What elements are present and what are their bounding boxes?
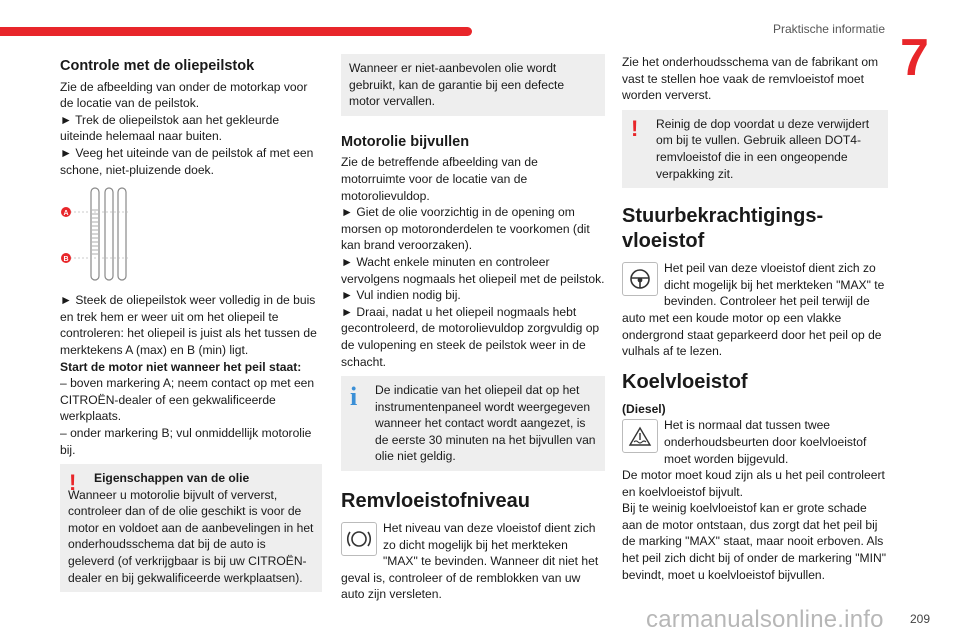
coolant-text-1: Het is normaal dat tussen twee onderhoudsbeurten door koelvloeistof moet worden bijgevuld.	[664, 418, 867, 466]
paragraph-bold: Start de motor niet wanneer het peil staat:	[60, 359, 302, 374]
column-3	[622, 54, 888, 583]
coolant-icon	[622, 419, 658, 453]
brake-fluid-icon	[341, 522, 377, 556]
column-1	[60, 54, 322, 598]
column-2	[341, 54, 605, 603]
warning-text: Reinig de dop voordat u deze verwijdert om bij te vullen. Gebruik alleen DOT4-remvloeistof die in een ongeopende verpakking zit.	[656, 116, 870, 181]
warning-exclamation-icon: !	[69, 470, 77, 496]
brake-fluid-text: Het niveau van deze vloeistof dient zich zo dicht mogelijk bij het merkteken "MAX" te bevinden. Wanneer dit niet het geval is, controleer of de remblokken van uw auto zijn versleten.	[341, 521, 599, 602]
steering-fluid-block	[622, 260, 888, 360]
heading-power-steering-fluid: Stuurbekrachtigings-vloeistof	[622, 205, 824, 253]
info-icon: i	[350, 382, 358, 412]
heading-add-oil: Motorolie bijvullen	[341, 133, 470, 150]
paragraph: ► Draai, nadat u het oliepeil nogmaals hebt gecontroleerd, de motorolievuldop zorgvuldig op de vulopening en steek de peilstok weer in de schacht.	[341, 304, 600, 369]
note-text: Wanneer er niet-aanbevolen olie wordt gebruikt, kan de garantie bij een defecte motor vervallen.	[349, 61, 565, 109]
warning-box-brake-fluid	[622, 110, 888, 188]
marker-a-label: A	[63, 210, 69, 218]
paragraph: ► Giet de olie voorzichtig in de opening om morsen op motoronderdelen te voorkomen (dit kan brand veroorzaken).	[341, 205, 590, 253]
warning-title: Eigenschappen van de olie	[94, 471, 250, 486]
note-box-warranty	[341, 54, 605, 116]
coolant-text-3: Bij te weinig koelvloeistof kan er grote schade aan de motor ontstaan, dus zorgt dat het peil bij de marking "MAX" staat, maar nooit erboven. Als het peil zich dicht bij of onder de markering "MIN" bevindt, moet u koelvloeistof bijvullen.	[622, 501, 887, 582]
paragraph: ► Veeg het uiteinde van de peilstok af met een schone, niet-pluizende doek.	[60, 145, 314, 177]
watermark: carmanualsonline.info	[646, 606, 884, 633]
steering-wheel-icon	[622, 262, 658, 296]
paragraph: Zie het onderhoudsschema van de fabrikant om vast te stellen hoe vaak de remvloeistof moet worden ververst.	[622, 55, 879, 103]
dipstick-illustration	[60, 186, 140, 286]
heading-coolant: Koelvloeistof	[622, 370, 748, 393]
coolant-block	[622, 417, 888, 467]
header-accent-bar	[0, 27, 472, 36]
steering-fluid-text: Het peil van deze vloeistof dient zich zo dicht mogelijk bij het merkteken "MAX" te bevinden. Controleer het peil terwijl de auto met een koude motor op een vlakke ondergrond staat geparkeerd door het peil op de vulhals af te lezen.	[622, 261, 885, 359]
paragraph: ► Steek de oliepeilstok weer volledig in de buis en trek hem er weer uit om het oliepeil te controleren: het oliepeil is juist als het tussen de merktekens A (max) en B (min) ligt.	[60, 293, 317, 357]
dipstick-icon	[60, 186, 140, 286]
warning-text: Wanneer u motorolie bijvult of ververst, controleer dan of de olie geschikt is voor de motor en voldoet aan de aanbevelingen in het onderhoudsschema dat bij de auto is geleverd (of verkrijgbaar is bij uw CITROËN-dealer en bij gekwalificeerde werkplaatsen).	[68, 487, 314, 585]
paragraph: ► Trek de oliepeilstok aan het gekleurde uiteinde helemaal naar buiten.	[60, 112, 280, 144]
paragraph: – onder markering B; vul onmiddellijk motorolie bij.	[60, 425, 312, 457]
info-text: De indicatie van het oliepeil dat op het instrumentenpaneel wordt weergegeven wanneer het contact wordt aangezet, is de eerste 30 minuten na het bijvullen van olie niet geldig.	[375, 383, 596, 464]
chapter-number: 7	[900, 29, 929, 87]
paragraph: Zie de afbeelding van onder de motorkap voor de locatie van de peilstok.	[60, 79, 308, 111]
warning-box-oil-properties	[60, 464, 322, 592]
heading-brake-fluid: Remvloeistofniveau	[341, 490, 530, 513]
info-box-oil-indicator	[341, 376, 605, 471]
marker-b-label: B	[63, 256, 69, 264]
warning-exclamation-icon: !	[631, 115, 639, 141]
brake-fluid-block	[341, 520, 605, 603]
paragraph: – boven markering A; neem contact op met een CITROËN-dealer of een gekwalificeerde werkplaats.	[60, 376, 315, 424]
paragraph: ► Vul indien nodig bij.	[341, 288, 461, 303]
paragraph: Zie de betreffende afbeelding van de motorruimte voor de locatie van de motorolievuldop.	[341, 155, 538, 203]
page-number: 209	[909, 612, 930, 626]
coolant-text-2: De motor moet koud zijn als u het peil controleert en koelvloeistof bijvult.	[622, 468, 885, 499]
section-title: Praktische informatie	[772, 22, 885, 36]
heading-oil-dipstick: Controle met de oliepeilstok	[60, 58, 255, 74]
subheading-diesel: (Diesel)	[622, 401, 666, 416]
paragraph: ► Wacht enkele minuten en controleer vervolgens nogmaals het oliepeil met de peilstok.	[341, 254, 605, 286]
